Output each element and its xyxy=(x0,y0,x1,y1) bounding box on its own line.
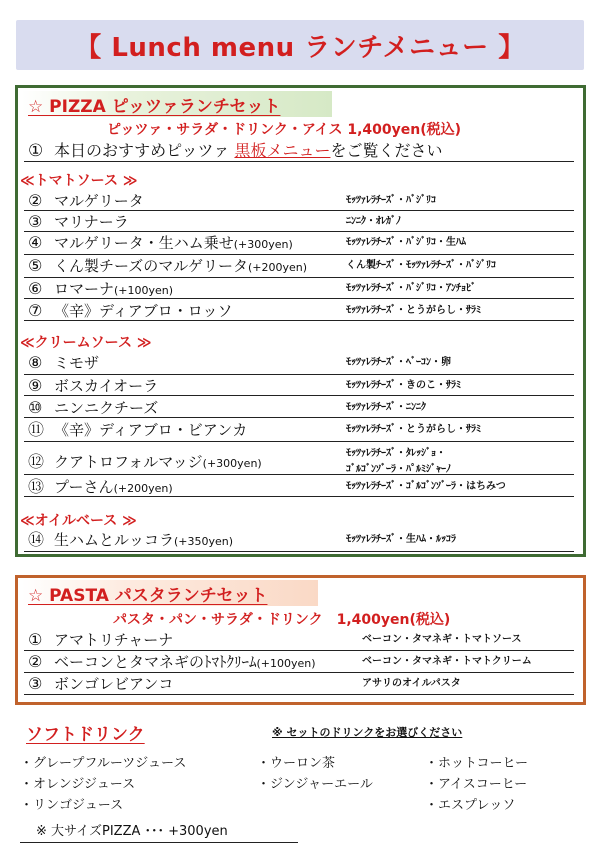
item-surcharge: (+300yen) xyxy=(233,238,293,251)
item-name: クアトロフォルマッジ(+300yen) xyxy=(54,453,262,471)
drink-item: ・ジンジャーエール xyxy=(257,777,373,792)
item-surcharge: (+200yen) xyxy=(113,482,173,495)
item-name: ボスカイオーラ xyxy=(54,377,159,395)
item-number: ⑧ xyxy=(28,353,43,372)
category-label: ≪オイルベース ≫ xyxy=(20,513,137,529)
item-number: ① xyxy=(28,630,43,649)
drink-item: ・ウーロン茶 xyxy=(257,756,336,771)
pasta-set-line: パスタ・パン・サラダ・ドリンク 1,400yen(税込) xyxy=(113,612,451,628)
pizza-set-line: ピッツァ・サラダ・ドリンク・アイス 1,400yen(税込) xyxy=(107,122,462,138)
item-surcharge: (+300yen) xyxy=(202,457,262,470)
pizza-item-row xyxy=(24,353,574,375)
footer-note: ※ 大サイズPIZZA ･･･ +300yen xyxy=(20,822,298,843)
item-ingredients: ﾓｯﾂｧﾚﾗﾁｰｽﾞ・ﾆﾝﾆｸ xyxy=(346,402,426,413)
item-number: ⑩ xyxy=(28,398,43,417)
item-name: マリナーラ xyxy=(54,213,129,231)
pizza-item-row xyxy=(24,376,574,396)
item-ingredients: ﾓｯﾂｧﾚﾗﾁｰｽﾞ・とうがらし・ｻﾗﾐ xyxy=(346,305,481,316)
pizza-item-row xyxy=(24,233,574,255)
item-ingredients: ﾆﾝﾆｸ・ｵﾚｶﾞﾉ xyxy=(346,216,401,227)
item-name: マルゲリータ・生ハム乗せ(+300yen) xyxy=(54,234,293,252)
drink-note: ※ セットのドリンクをお選びください xyxy=(272,726,463,739)
item-number: ⑭ xyxy=(28,530,45,549)
item-ingredients: ベーコン・タマネギ・トマトソース xyxy=(362,634,522,645)
category-label: ≪クリームソース ≫ xyxy=(20,335,152,351)
item-ingredients: アサリのオイルパスタ xyxy=(362,678,461,689)
item-surcharge: (+100yen) xyxy=(114,284,174,297)
item-name: マルゲリータ xyxy=(54,192,144,210)
item-name: アマトリチャーナ xyxy=(54,631,174,649)
item-number: ⑨ xyxy=(28,376,43,395)
pizza-item-row xyxy=(24,446,574,475)
item-number: ③ xyxy=(28,674,43,693)
item-ingredients: ﾓｯﾂｧﾚﾗﾁｰｽﾞ・ﾍﾞｰｺﾝ・卵 xyxy=(346,357,451,368)
item-number: ② xyxy=(28,652,43,671)
item-number: ⑥ xyxy=(28,279,43,298)
pizza-item-row xyxy=(24,420,574,442)
page-title: 【 Lunch menu ランチメニュー 】 xyxy=(75,32,525,63)
item-name: ロマーナ(+100yen) xyxy=(54,280,174,298)
item-surcharge: (+200yen) xyxy=(247,261,307,274)
item-number: ⑦ xyxy=(28,301,43,320)
item-number: ④ xyxy=(28,233,43,252)
item-surcharge: (+350yen) xyxy=(174,535,234,548)
category-label: ≪トマトソース ≫ xyxy=(20,173,138,189)
item-name: 《辛》ディアブロ・ビアンカ xyxy=(54,421,248,439)
item-number: ⑤ xyxy=(28,256,43,275)
pasta-item-row xyxy=(24,674,574,695)
item-name: ニンニクチーズ xyxy=(54,399,159,417)
pizza-item-row xyxy=(24,191,574,211)
item-name: ミモザ xyxy=(54,354,100,372)
pizza-item-row xyxy=(24,256,574,278)
drink-item: ・エスプレッソ xyxy=(425,798,516,813)
pizza-item-row xyxy=(24,477,574,497)
pizza-item-row xyxy=(24,301,574,321)
item-ingredients: ﾓｯﾂｧﾚﾗﾁｰｽﾞ・ﾀﾚｯｼﾞｮ・ ｺﾞﾙｺﾞﾝｿﾞｰﾗ・ﾊﾟﾙﾐｼﾞｬｰﾉ xyxy=(346,448,451,475)
title-banner xyxy=(16,20,584,70)
soft-drink-heading: ソフトドリンク xyxy=(26,725,145,745)
item-number: ② xyxy=(28,191,43,210)
pizza-item-row xyxy=(24,530,574,552)
drink-item: ・ホットコーヒー xyxy=(425,756,528,771)
pasta-item-row xyxy=(24,630,574,651)
pasta-item-row xyxy=(24,652,574,673)
pasta-heading: ☆ PASTA パスタランチセット xyxy=(22,580,318,606)
item-name: 《辛》ディアブロ・ロッソ xyxy=(54,302,233,320)
item-name: ボンゴレビアンコ xyxy=(54,675,174,693)
item-ingredients: ﾓｯﾂｧﾚﾗﾁｰｽﾞ・ｺﾞﾙｺﾞﾝｿﾞｰﾗ・はちみつ xyxy=(346,481,506,492)
drink-item: ・リンゴジュース xyxy=(20,798,124,813)
item-number: ⑫ xyxy=(28,452,45,471)
item-ingredients: ベーコン・タマネギ・トマトクリーム xyxy=(362,656,532,667)
item-number: ⑪ xyxy=(28,420,45,439)
drink-item: ・グレープフルーツジュース xyxy=(20,756,187,771)
item-ingredients: ﾓｯﾂｧﾚﾗﾁｰｽﾞ・ﾊﾞｼﾞﾘｺ・ｱﾝﾁｮﾋﾞ xyxy=(346,283,476,294)
drink-item: ・オレンジジュース xyxy=(20,777,136,792)
item-name: 生ハムとルッコラ(+350yen) xyxy=(54,531,234,549)
pizza-item-row xyxy=(24,279,574,299)
item-ingredients: くん製ﾁｰｽﾞ・ﾓｯﾂｧﾚﾗﾁｰｽﾞ・ﾊﾞｼﾞﾘｺ xyxy=(346,260,496,271)
item-ingredients: ﾓｯﾂｧﾚﾗﾁｰｽﾞ・ﾊﾞｼﾞﾘｺ・生ﾊﾑ xyxy=(346,237,466,248)
item-ingredients: ﾓｯﾂｧﾚﾗﾁｰｽﾞ・きのこ・ｻﾗﾐ xyxy=(346,380,461,391)
item-ingredients: ﾓｯﾂｧﾚﾗﾁｰｽﾞ・とうがらし・ｻﾗﾐ xyxy=(346,424,481,435)
pizza-item-row xyxy=(24,212,574,232)
item-number: ⑬ xyxy=(28,477,45,496)
item-name: くん製チーズのマルゲリータ(+200yen) xyxy=(54,257,307,275)
item-ingredients: ﾓｯﾂｧﾚﾗﾁｰｽﾞ・ﾊﾞｼﾞﾘｺ xyxy=(346,195,436,206)
pizza-heading: ☆ PIZZA ピッツァランチセット xyxy=(22,91,332,117)
item-number: ③ xyxy=(28,212,43,231)
pizza-intro-row: ① 本日のおすすめピッツァ 黒板メニューをご覧ください xyxy=(24,140,574,162)
item-ingredients: ﾓｯﾂｧﾚﾗﾁｰｽﾞ・生ﾊﾑ・ﾙｯｺﾗ xyxy=(346,534,456,545)
drink-item: ・アイスコーヒー xyxy=(425,777,528,792)
item-name: ベーコンとタマネギのﾄﾏﾄｸﾘｰﾑ(+100yen) xyxy=(54,653,316,671)
item-name: プーさん(+200yen) xyxy=(54,478,173,496)
pizza-item-row xyxy=(24,398,574,418)
item-surcharge: (+100yen) xyxy=(256,657,316,670)
blackboard-menu-link: 黒板メニュー xyxy=(234,141,331,160)
